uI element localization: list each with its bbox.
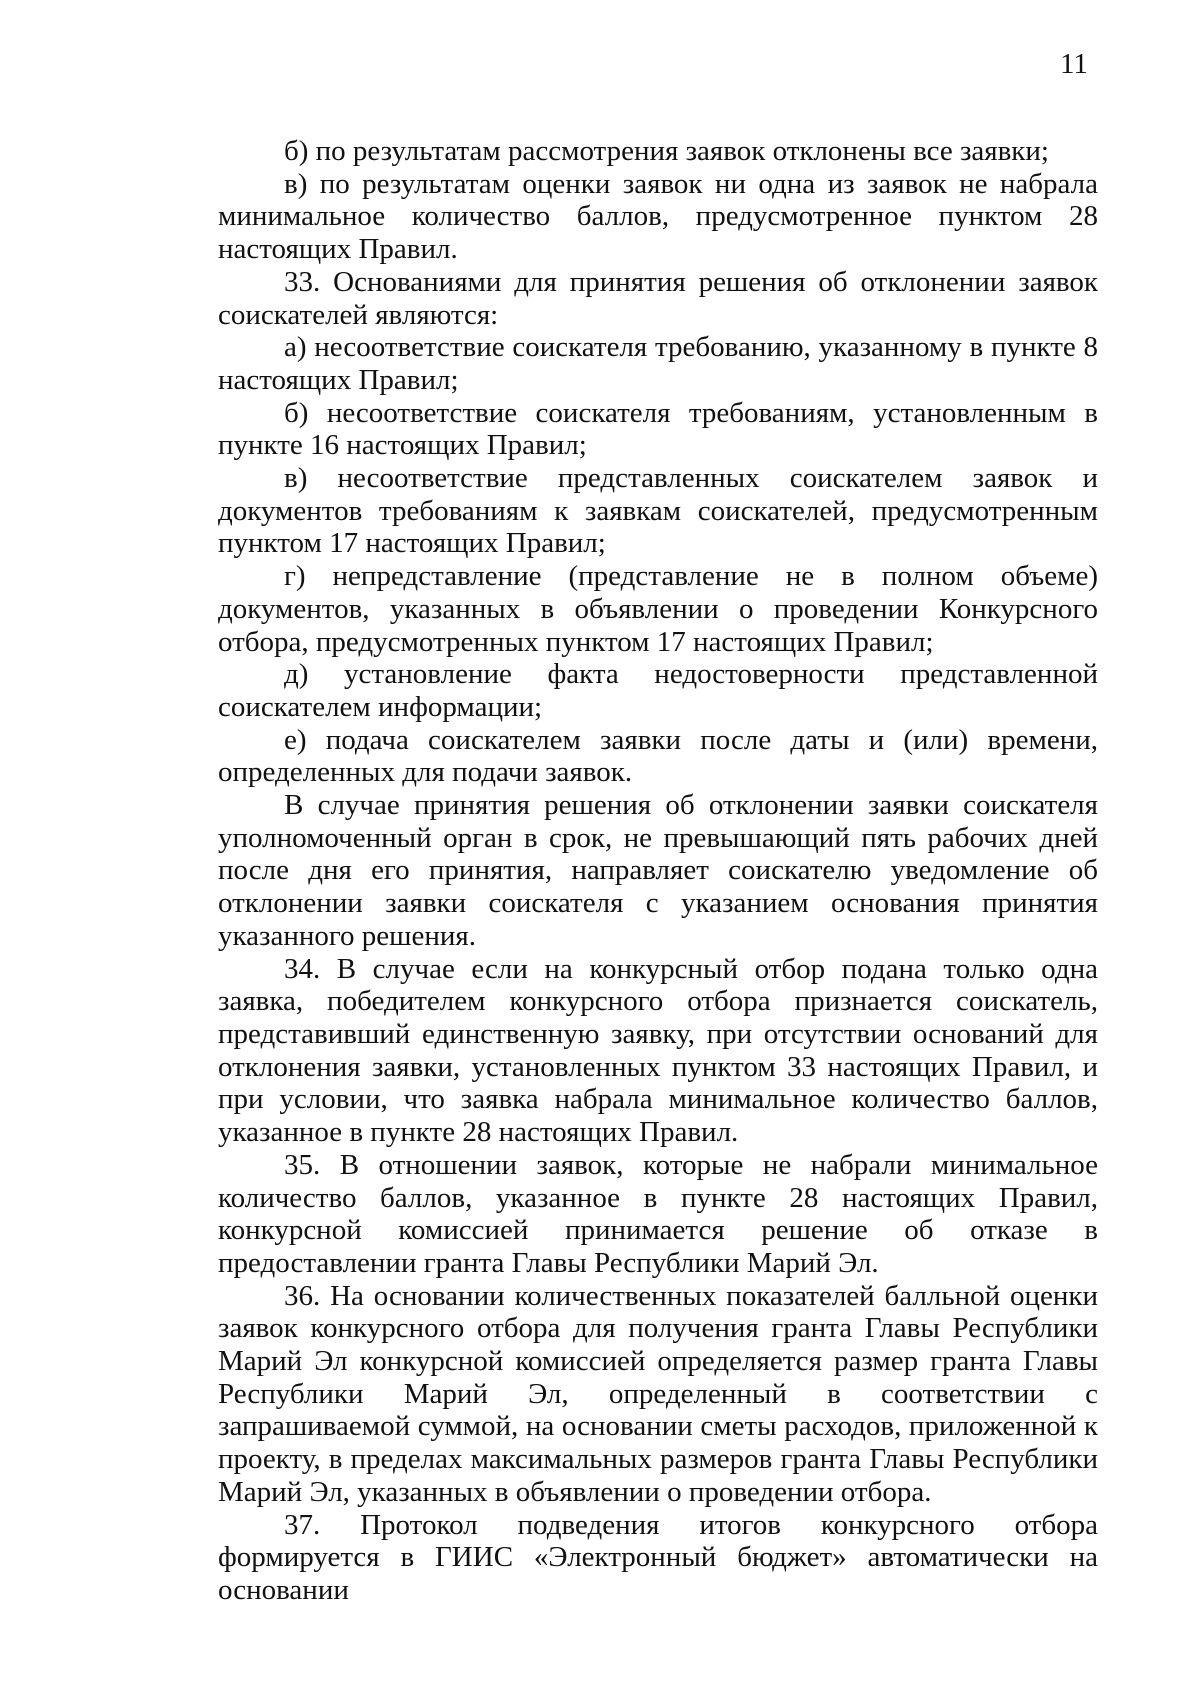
paragraph-33-g: г) непредставление (представление не в полном объеме) документов, указанных в объявлении о проведении Конкурсного отбора, предусмотренных пунктом 17 настоящих Правил; [218,560,1098,658]
paragraph-33-d: д) установление факта недостоверности представленной соискателем информации; [218,658,1098,723]
paragraph-33-notice: В случае принятия решения об отклонении заявки соискателя уполномоченный орган в срок, не превышающий пять рабочих дней после дня его принятия, направляет соискателю уведомление об отклонении заявки соискателя с указанием основания принятия указанного решения. [218,789,1098,952]
paragraph-33-e: е) подача соискателем заявки после даты и (или) времени, определенных для подачи заявок. [218,723,1098,789]
page-number: 11 [1060,48,1088,80]
paragraph-36: 36. На основании количественных показателей балльной оценки заявок конкурсного отбора для получения гранта Главы Республики Марий Эл конкурсной комиссией определяется размер гранта Главы Республики Марий Эл, определенный в соответствии с запрашиваемой суммой, на основании сметы расходов, приложенной к проекту, в пределах максимальных размеров гранта Главы Республики Марий Эл, указанных в объявлении о проведении отбора. [218,1279,1098,1508]
paragraph-33-b: б) несоответствие соискателя требованиям, установленным в пункте 16 настоящих Правил; [218,396,1098,462]
paragraph-33-grounds: 33. Основаниями для принятия решения об отклонении заявок соискателей являются: [218,265,1098,331]
paragraph-b-all-rejected: б) по результатам рассмотрения заявок отклонены все заявки; [284,135,1049,167]
paragraph-33-a: а) несоответствие соискателя требованию, указанному в пункте 8 настоящих Правил; [218,331,1098,396]
paragraph-v-min-score: в) по результатам оценки заявок ни одна из заявок не набрала минимальное количество баллов, предусмотренное пунктом 28 настоящих Правил. [218,167,1098,266]
document-body [218,135,1098,1607]
paragraph-37: 37. Протокол подведения итогов конкурсного отбора формируется в ГИИС «Электронный бюджет» автоматически на основании [218,1508,1098,1606]
paragraph-35: 35. В отношении заявок, которые не набрали минимальное количество баллов, указанное в пункте 28 настоящих Правил, конкурсной комиссией принимается решение об отказе в предоставлении гранта Главы Республики Марий Эл. [218,1148,1098,1279]
paragraph-34: 34. В случае если на конкурсный отбор подана только одна заявка, победителем конкурсного отбора признается соискатель, представивший единственную заявку, при отсутствии оснований для отклонения заявки, установленных пунктом 33 настоящих Правил, и при условии, что заявка набрала минимальное количество баллов, указанное в пункте 28 настоящих Правил. [218,952,1098,1149]
paragraph-33-v: в) несоответствие представленных соискателем заявок и документов требованиям к заявкам соискателей, предусмотренным пунктом 17 настоящих Правил; [218,462,1098,560]
